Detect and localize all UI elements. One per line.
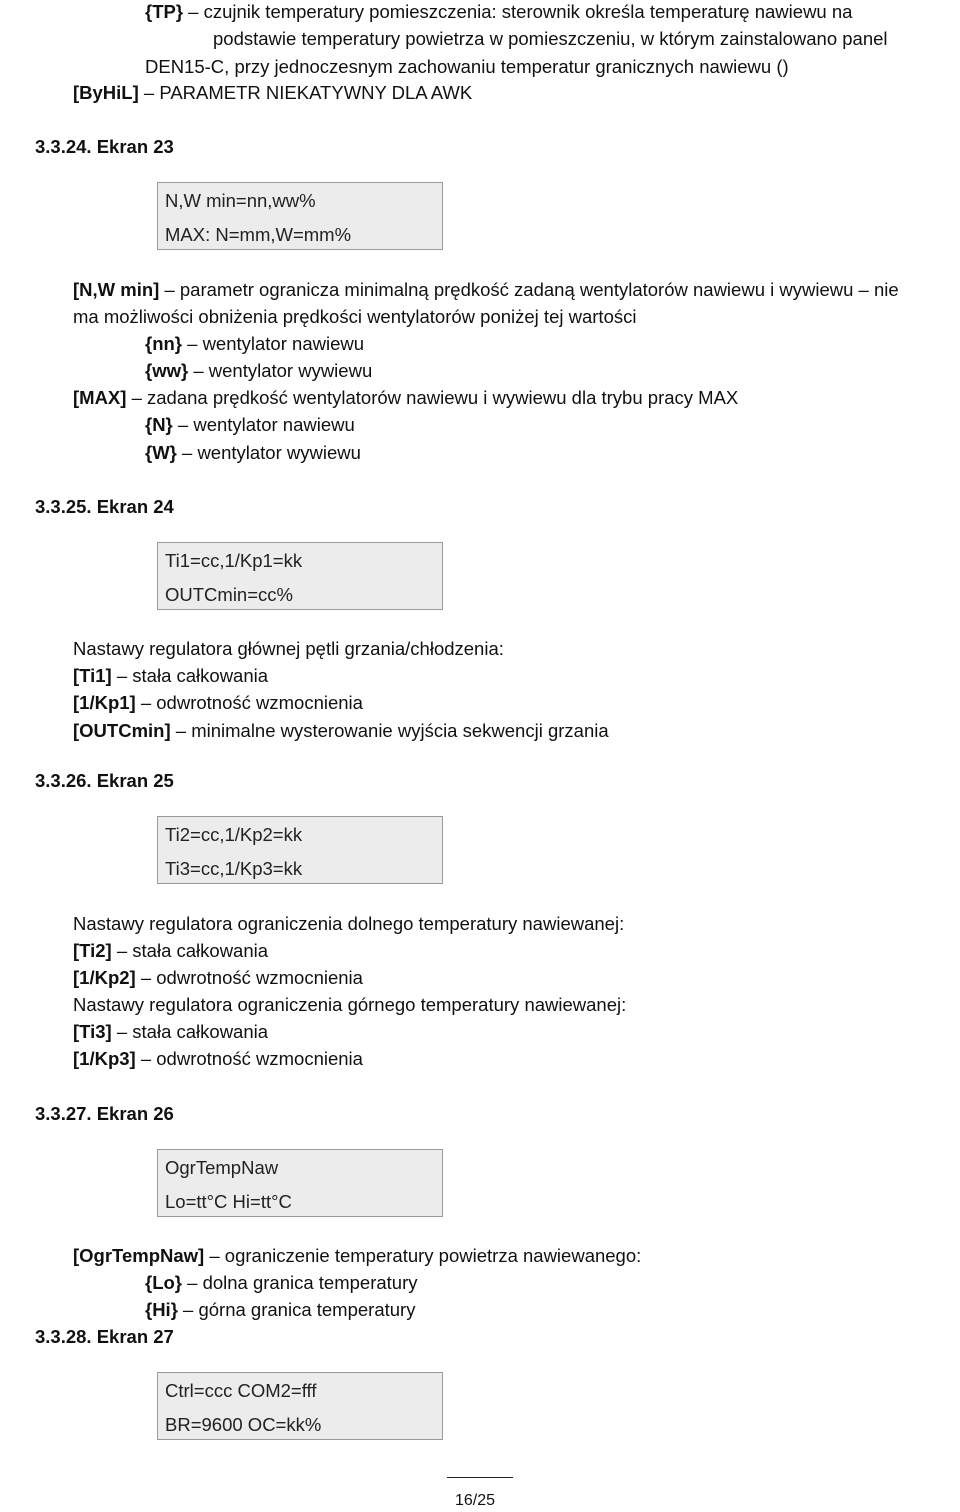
param-line xyxy=(145,359,372,383)
param-line xyxy=(73,939,268,963)
param-key: [Ti3] xyxy=(73,1021,112,1042)
param-key: {ww} xyxy=(145,360,189,381)
paragraph: Nastawy regulatora głównej pętli grzania/chłodzenia: xyxy=(73,638,504,659)
param-key: [MAX] xyxy=(73,387,127,408)
paragraph: Nastawy regulatora ograniczenia górnego temperatury nawiewanej: xyxy=(73,994,627,1015)
lcd-row: Ti1=cc,1/Kp1=kk xyxy=(165,550,303,571)
param-line xyxy=(145,332,364,356)
section-heading: 3.3.28. Ekran 27 xyxy=(35,1326,174,1347)
param-line xyxy=(73,966,363,990)
param-desc: – odwrotność wzmocnienia xyxy=(135,692,363,713)
param-line xyxy=(73,1020,268,1044)
param-desc: – ograniczenie temperatury powietrza nawiewanego: xyxy=(204,1245,642,1266)
param-line xyxy=(73,278,899,302)
lcd-row: Ctrl=ccc COM2=fff xyxy=(165,1380,317,1401)
param-line xyxy=(145,1271,418,1295)
param-desc: – dolna granica temperatury xyxy=(182,1272,418,1293)
param-key: {TP} xyxy=(145,1,184,22)
param-desc: – odwrotność wzmocnienia xyxy=(135,1048,363,1069)
param-key: [Ti2] xyxy=(73,940,112,961)
lcd-screen xyxy=(157,542,443,610)
param-key: [1/Kp3] xyxy=(73,1048,136,1069)
param-desc: – odwrotność wzmocnienia xyxy=(135,967,363,988)
tp-line-2: podstawie temperatury powietrza w pomieszczeniu, w którym zainstalowano panel xyxy=(213,28,888,49)
param-key: [1/Kp2] xyxy=(73,967,136,988)
lcd-screen xyxy=(157,1149,443,1217)
param-key: {Hi} xyxy=(145,1299,178,1320)
param-desc: – górna granica temperatury xyxy=(177,1299,416,1320)
param-desc: – wentylator nawiewu xyxy=(172,414,355,435)
param-desc: – PARAMETR NIEKATYWNY DLA AWK xyxy=(138,82,473,103)
param-desc: – stała całkowania xyxy=(111,665,269,686)
param-line xyxy=(73,691,363,715)
param-line xyxy=(73,1047,363,1071)
section-heading: 3.3.26. Ekran 25 xyxy=(35,770,174,791)
lcd-row: OgrTempNaw xyxy=(165,1157,279,1178)
lcd-row: Lo=tt°C Hi=tt°C xyxy=(165,1191,292,1212)
param-desc: – stała całkowania xyxy=(111,1021,269,1042)
param-line: ma możliwości obniżenia prędkości wentylatorów poniżej tej wartości xyxy=(73,306,637,327)
byhil-line xyxy=(73,81,472,105)
param-line xyxy=(73,719,609,743)
paragraph: Nastawy regulatora ograniczenia dolnego temperatury nawiewanej: xyxy=(73,913,625,934)
param-key: {N} xyxy=(145,414,173,435)
footer-divider xyxy=(447,1477,513,1478)
param-line xyxy=(145,441,361,465)
param-key: {nn} xyxy=(145,333,182,354)
section-heading: 3.3.24. Ekran 23 xyxy=(35,136,174,157)
param-line xyxy=(73,386,738,410)
param-desc: – stała całkowania xyxy=(111,940,269,961)
param-key: [N,W min] xyxy=(73,279,160,300)
param-line xyxy=(145,413,355,437)
lcd-row: OUTCmin=cc% xyxy=(165,584,293,605)
param-key: [Ti1] xyxy=(73,665,112,686)
lcd-screen xyxy=(157,816,443,884)
lcd-row: Ti2=cc,1/Kp2=kk xyxy=(165,824,303,845)
param-key: [OUTCmin] xyxy=(73,720,171,741)
param-desc: – wentylator nawiewu xyxy=(182,333,365,354)
param-line xyxy=(73,664,268,688)
lcd-row: BR=9600 OC=kk% xyxy=(165,1414,322,1435)
tp-line-3: DEN15-C, przy jednoczesnym zachowaniu temperatur granicznych nawiewu () xyxy=(145,56,789,77)
param-line xyxy=(73,1244,641,1268)
param-desc: – wentylator wywiewu xyxy=(188,360,373,381)
param-key: [ByHiL] xyxy=(73,82,139,103)
param-line xyxy=(145,1298,415,1322)
page-number: 16/25 xyxy=(455,1492,496,1509)
lcd-row: MAX: N=mm,W=mm% xyxy=(165,224,352,245)
param-desc: – czujnik temperatury pomieszczenia: sterownik określa temperaturę nawiewu na xyxy=(183,1,853,22)
lcd-screen xyxy=(157,1372,443,1440)
tp-line-1 xyxy=(145,0,852,24)
param-desc: – wentylator wywiewu xyxy=(176,442,361,463)
lcd-screen xyxy=(157,182,443,250)
lcd-row: Ti3=cc,1/Kp3=kk xyxy=(165,858,303,879)
param-desc: – minimalne wysterowanie wyjścia sekwencji grzania xyxy=(170,720,609,741)
param-desc: – parametr ogranicza minimalną prędkość zadaną wentylatorów nawiewu i wywiewu – nie xyxy=(159,279,899,300)
lcd-row: N,W min=nn,ww% xyxy=(165,190,316,211)
param-key: [1/Kp1] xyxy=(73,692,136,713)
param-key: [OgrTempNaw] xyxy=(73,1245,205,1266)
param-desc: – zadana prędkość wentylatorów nawiewu i wywiewu dla trybu pracy MAX xyxy=(126,387,739,408)
param-key: {Lo} xyxy=(145,1272,182,1293)
section-heading: 3.3.27. Ekran 26 xyxy=(35,1103,174,1124)
section-heading: 3.3.25. Ekran 24 xyxy=(35,496,174,517)
param-key: {W} xyxy=(145,442,177,463)
